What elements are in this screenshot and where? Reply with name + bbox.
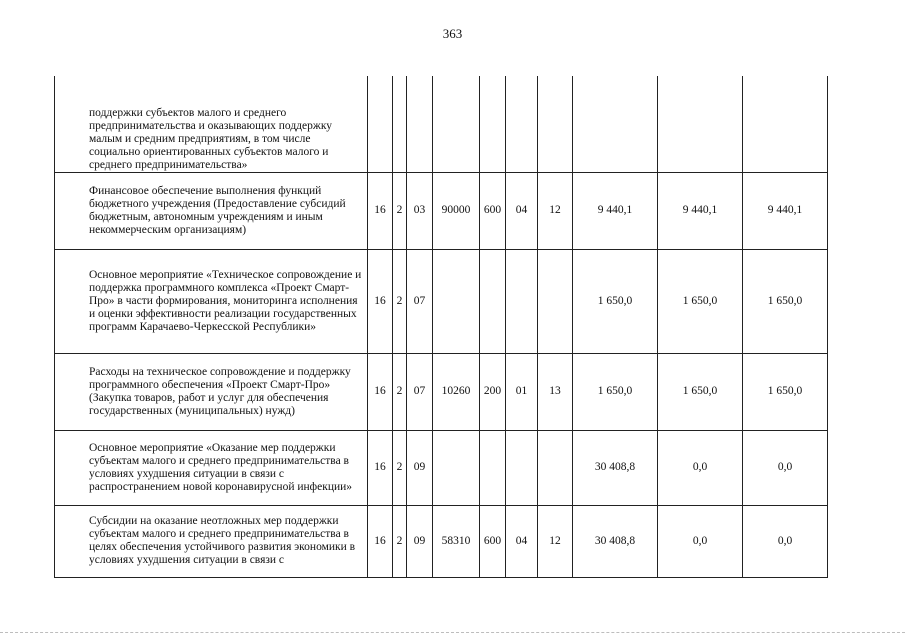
description-text: Финансовое обеспечение выполнения функций бюджетного учреждения (Предоставление субсидий бюджетным, автономным учреждениям и иным некоммерческим организациям) [89, 184, 346, 236]
code-cell [480, 76, 506, 172]
code-cell: 2 [393, 353, 407, 430]
table-row [55, 430, 828, 505]
code-cell: 07 [407, 353, 433, 430]
code-cell [538, 430, 573, 505]
table-row [55, 76, 828, 172]
page-number: 363 [442, 26, 463, 41]
row-description [55, 172, 368, 249]
description-text: Основное мероприятие «Оказание мер поддержки субъектам малого и среднего предпринимательства в условиях ухудшения ситуации в связи с распространением новой коронавирусной инфекции» [89, 441, 353, 493]
code-cell [407, 76, 433, 172]
code-cell: 07 [407, 249, 433, 353]
code-cell: 16 [368, 249, 393, 353]
amount-cell [743, 76, 828, 172]
amount-cell: 30 408,8 [573, 505, 658, 577]
row-description [55, 249, 368, 353]
amount-cell: 1 650,0 [743, 353, 828, 430]
amount-cell: 1 650,0 [658, 353, 743, 430]
code-cell: 04 [506, 172, 538, 249]
code-cell: 2 [393, 430, 407, 505]
code-cell: 2 [393, 249, 407, 353]
code-cell [480, 249, 506, 353]
amount-cell: 0,0 [658, 430, 743, 505]
code-cell [433, 76, 480, 172]
budget-table [54, 76, 828, 578]
amount-cell: 1 650,0 [743, 249, 828, 353]
code-cell: 58310 [433, 505, 480, 577]
amount-cell: 0,0 [743, 505, 828, 577]
code-cell: 09 [407, 430, 433, 505]
code-cell [538, 249, 573, 353]
row-description [55, 353, 368, 430]
amount-cell [573, 76, 658, 172]
description-text: Основное мероприятие «Техническое сопровождение и поддержка программного комплекса «Проект Смарт-Про» в части формирования, мониторинга исполнения и оценки эффективности реализации государственных программ Карачаево-Черкесской Республики» [89, 268, 362, 333]
code-cell [538, 76, 573, 172]
table-row [55, 353, 828, 430]
code-cell [480, 430, 506, 505]
code-cell [506, 249, 538, 353]
amount-cell [658, 76, 743, 172]
amount-cell: 1 650,0 [658, 249, 743, 353]
table-row [55, 505, 828, 577]
code-cell: 13 [538, 353, 573, 430]
table-row [55, 249, 828, 353]
description-text: поддержки субъектов малого и среднего предпринимательства и оказывающих поддержку малым и средним предприятиям, в том числе социально ориентированных субъектов малого и среднего предпринимательства» [89, 106, 333, 171]
code-cell: 16 [368, 505, 393, 577]
row-description [55, 505, 368, 577]
code-cell: 600 [480, 505, 506, 577]
code-cell [433, 430, 480, 505]
code-cell: 12 [538, 172, 573, 249]
amount-cell: 0,0 [743, 430, 828, 505]
description-text: Расходы на техническое сопровождение и поддержку программного обеспечения «Проект Смарт-Про» (Закупка товаров, работ и услуг для обеспечения государственных (муниципальных) нужд) [89, 365, 351, 417]
code-cell [506, 430, 538, 505]
code-cell: 12 [538, 505, 573, 577]
code-cell: 90000 [433, 172, 480, 249]
code-cell: 01 [506, 353, 538, 430]
code-cell [368, 76, 393, 172]
code-cell [393, 76, 407, 172]
code-cell: 2 [393, 505, 407, 577]
scan-edge-line [0, 632, 905, 634]
row-description [55, 430, 368, 505]
code-cell: 16 [368, 172, 393, 249]
code-cell: 600 [480, 172, 506, 249]
code-cell: 09 [407, 505, 433, 577]
amount-cell: 9 440,1 [658, 172, 743, 249]
table-body [55, 76, 828, 577]
amount-cell: 1 650,0 [573, 249, 658, 353]
code-cell: 04 [506, 505, 538, 577]
code-cell: 10260 [433, 353, 480, 430]
amount-cell: 1 650,0 [573, 353, 658, 430]
table-row [55, 172, 828, 249]
code-cell: 2 [393, 172, 407, 249]
code-cell: 03 [407, 172, 433, 249]
amount-cell: 0,0 [658, 505, 743, 577]
code-cell [433, 249, 480, 353]
row-description [55, 76, 368, 172]
description-text: Субсидии на оказание неотложных мер поддержки субъектам малого и среднего предпринимательства в целях обеспечения устойчивого развития экономики в условиях ухудшения ситуации в связи с [89, 515, 356, 566]
amount-cell: 30 408,8 [573, 430, 658, 505]
code-cell: 16 [368, 430, 393, 505]
code-cell: 16 [368, 353, 393, 430]
code-cell: 200 [480, 353, 506, 430]
code-cell [506, 76, 538, 172]
amount-cell: 9 440,1 [743, 172, 828, 249]
amount-cell: 9 440,1 [573, 172, 658, 249]
